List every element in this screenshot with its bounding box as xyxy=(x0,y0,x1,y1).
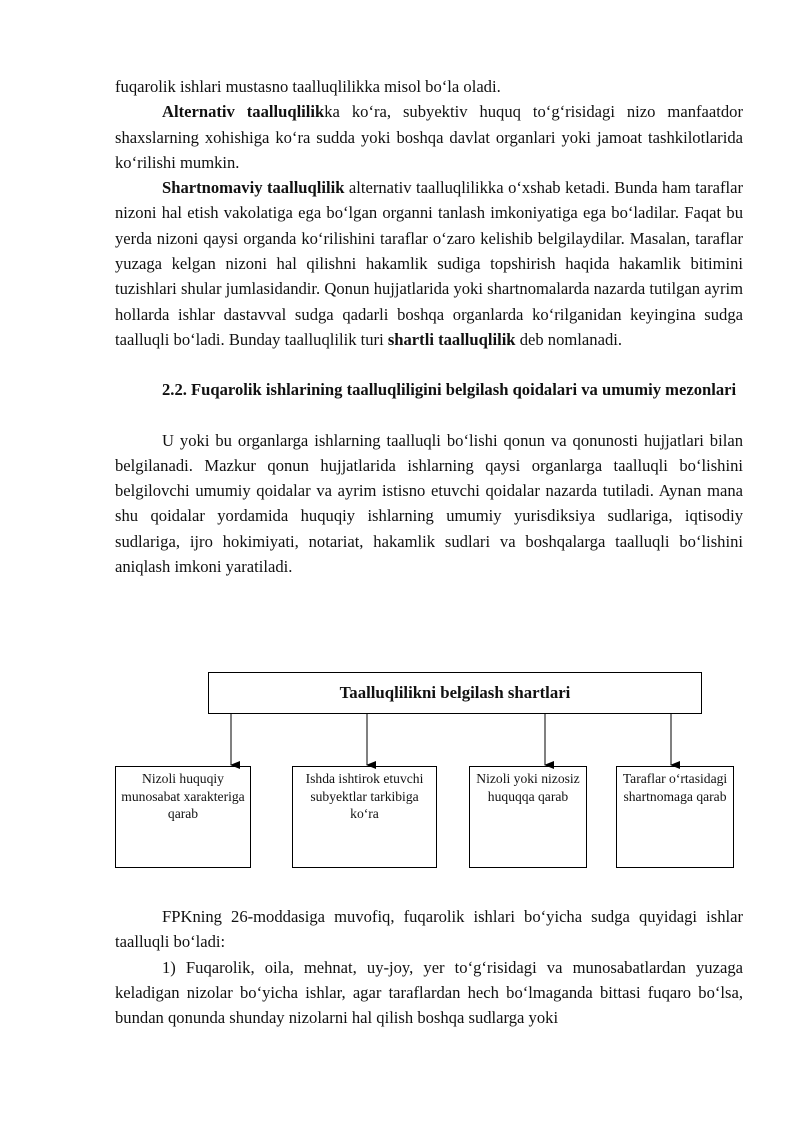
diagram-title: Taalluqlilikni belgilash shartlari xyxy=(208,672,702,714)
paragraph-item-1: 1) Fuqarolik, oila, mehnat, uy-joy, yer to‘g‘risidagi va munosabatlardan yuzaga keladigan nizolar bo‘yicha ishlar, agar taraflardan hech bo‘lmaganda bittasi fuqaro bo‘lsa, bundan qonunda shunday nizolarni hal qilish boshqa sudlarga yoki xyxy=(115,957,743,1028)
paragraph-shartnomaviy-text: alternativ taalluqlilikka o‘xshab ketadi. Bunda ham taraflar nizoni hal etish vakolatiga ega bo‘lgan organni tanlash imkoniyatiga ega bo‘ladilar. Faqat bu yerda nizoni qaysi organda ko‘rilishini taraflar o‘zaro kelishib belgilaydilar. Masalan, taraflar yuzaga kelgan nizoni hal qilishni hakamlik sudiga topshirish haqida hakamlik bitimini tuzishlari shular jumlasidandir. Qonun hujjatlarida yoki shartnomalarda nazarda tutilgan ayrim hollarda ishlar dastavval sudga qadarli boshqa organlarda ko‘rilganidan keyingina sudga taalluqli bo‘ladi. Bunday taalluqlilik turi xyxy=(115,178,743,349)
paragraph-alternativ xyxy=(115,99,743,175)
diagram-box-4: Taraflar o‘rtasidagi shartnomaga qarab xyxy=(616,766,734,868)
paragraph-shartnomaviy xyxy=(115,175,743,352)
term-shartli: shartli taalluqlilik xyxy=(387,329,516,349)
diagram-box-3: Nizoli yoki nizosiz huquqqa qarab xyxy=(469,766,587,868)
section-heading: 2.2. Fuqarolik ishlarining taalluqliligini belgilash qoidalari va umumiy mezonlari xyxy=(162,380,737,400)
document-page-lower xyxy=(115,904,743,1030)
paragraph-alternativ-text: ka ko‘ra, subyektiv huquq to‘g‘risidagi nizo manfaatdor shaxslarning xohishiga ko‘ra sudda yoki boshqa davlat organlari yoki jamoat tashkilotlarida ko‘rilishi mumkin. xyxy=(115,102,743,172)
paragraph-fpk: FPKning 26-moddasiga muvofiq, fuqarolik ishlari bo‘yicha sudga quyidagi ishlar taalluqli bo‘ladi: xyxy=(115,907,743,952)
paragraph-shartnomaviy-end: deb nomlanadi. xyxy=(515,329,622,349)
document-page xyxy=(115,74,743,579)
term-shartnomaviy: Shartnomaviy taalluqlilik xyxy=(162,178,345,198)
paragraph-1: fuqarolik ishlari mustasno taalluqlilikka misol bo‘la oladi. xyxy=(115,77,501,96)
term-alternativ: Alternativ taalluqlilik xyxy=(162,102,325,122)
conditions-diagram xyxy=(115,672,743,870)
diagram-box-2: Ishda ishtirok etuvchi subyektlar tarkibiga ko‘ra xyxy=(292,766,437,868)
paragraph-organs: U yoki bu organlarga ishlarning taalluqli bo‘lishi qonun va qonunosti hujjatlari bilan belgilanadi. Mazkur qonun hujjatlarida ishlarning qaysi organlarga taalluqli bo‘lishini belgilovchi umumiy qoidalar va ayrim istisno etuvchi qoidalar nazarda tutiladi. Aynan mana shu qoidalar yordamida huquqiy ishlarning umumiy yurisdiksiya sudlariga, iqtisodiy sudlariga, ijro hokimiyati, notariat, hakamlik sudlari va boshqalarga taalluqli bo‘lishini aniqlash imkoni yaratiladi. xyxy=(115,430,743,577)
diagram-box-1: Nizoli huquqiy munosabat xarakteriga qarab xyxy=(115,766,251,868)
